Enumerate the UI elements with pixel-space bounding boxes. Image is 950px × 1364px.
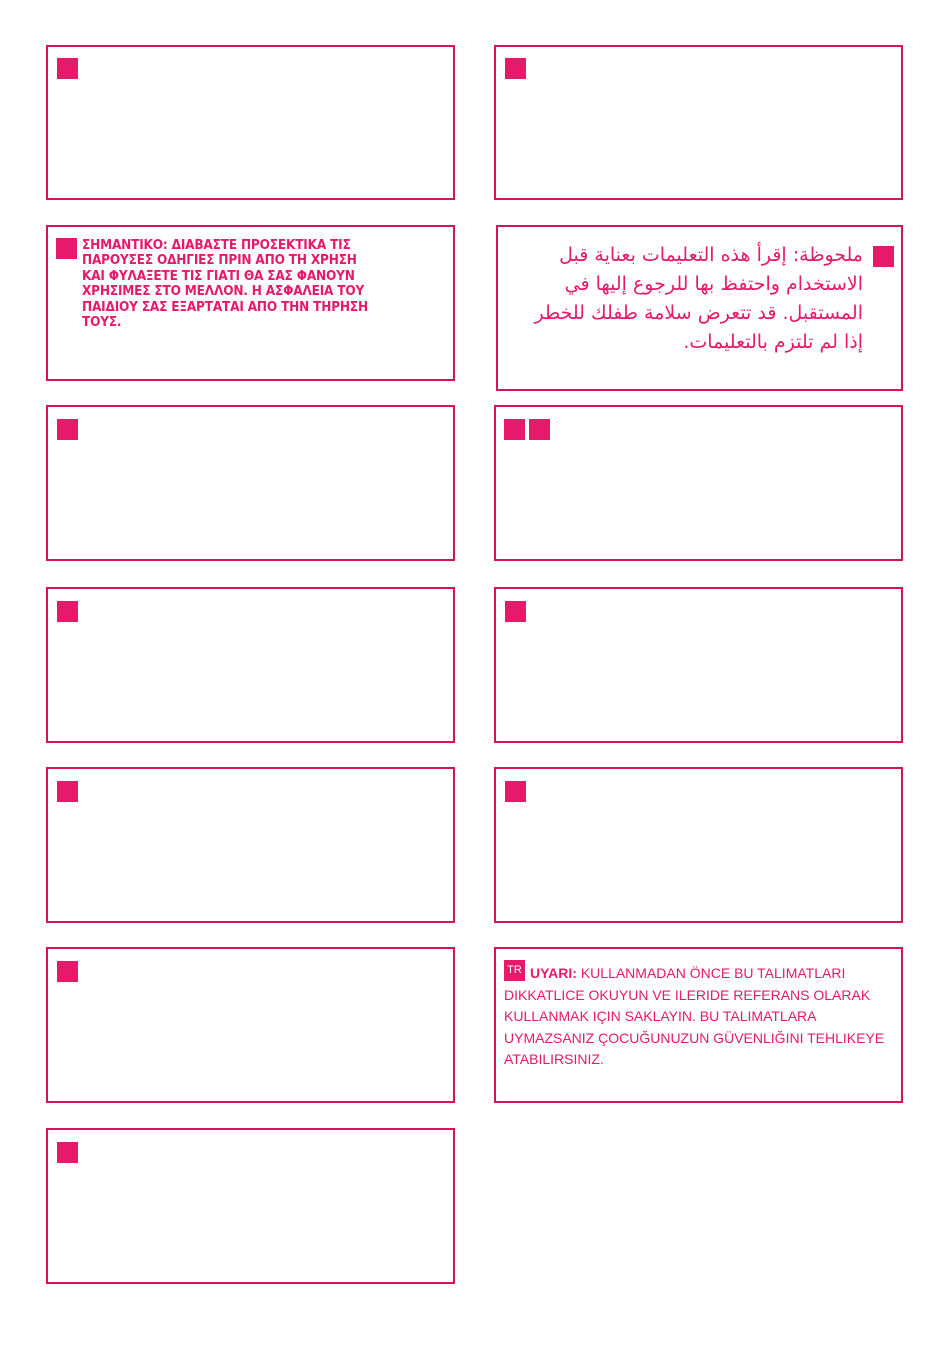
- language-flag-icon: [505, 58, 526, 79]
- language-flag-icon: [57, 601, 78, 622]
- warning-panel-arabic: [496, 225, 903, 391]
- language-flag-icon: [57, 961, 78, 982]
- arabic-warning-text: ملحوظة: إقرأ هذه التعليمات بعناية قبل الاستخدام واحتفظ بها للرجوع إليها في المستقبل. قد تتعرض سلامة طفلك للخطر إذا لم تلتزم بالتعليمات.: [534, 244, 863, 353]
- language-flag-icon: [529, 419, 550, 440]
- warning-panel-greek: [46, 225, 455, 381]
- language-flag-icon: [57, 58, 78, 79]
- language-flag-icon: [505, 601, 526, 622]
- language-flag-icon: [873, 246, 894, 267]
- turkish-warning-text: [504, 963, 899, 1071]
- language-flag-icon: [56, 238, 77, 259]
- language-flag-icon: [504, 419, 525, 440]
- language-flag-icon: [57, 781, 78, 802]
- warning-panel-5: [46, 587, 455, 743]
- warning-panel-9: [46, 947, 455, 1103]
- warning-panel-1: [46, 45, 455, 200]
- language-flag-icon: [57, 1142, 78, 1163]
- turkish-warning-body: KULLANMADAN ÖNCE BU TALIMATLARI DIKKATLICE OKUYUN VE ILERIDE REFERANS OLARAK KULLANMAK IÇIN SAKLAYIN. BU TALIMATLARA UYMAZSANIZ ÇOCUĞUNUZUN GÜVENLIĞINI TEHLIKEYE ATABILIRSINIZ.: [504, 965, 885, 1067]
- warning-panel-10: [46, 1128, 455, 1284]
- tr-flag-icon: TR: [504, 960, 525, 981]
- warning-panel-8: [494, 767, 903, 923]
- turkish-warning-label: UYARI:: [530, 965, 577, 981]
- warning-panel-turkish: [494, 947, 903, 1103]
- warning-panel-3: [46, 405, 455, 561]
- warning-panel-6: [494, 587, 903, 743]
- warning-panel-4: [494, 405, 903, 561]
- greek-warning-text: ΣΗΜΑΝΤΙΚΟ: ΔΙΑΒΑΣΤΕ ΠΡΟΣΕΚΤΙΚΑ ΤΙΣ ΠΑΡΟΥΣΕΣ ΟΔΗΓΙΕΣ ΠΡΙΝ ΑΠΟ ΤΗ ΧΡΗΣΗ ΚΑΙ ΦΥΛΑΞΕΤΕ ΤΙΣ ΓΙΑΤΙ ΘΑ ΣΑΣ ΦΑΝΟΥΝ ΧΡΗΣΙΜΕΣ ΣΤΟ ΜΕΛΛΟΝ. Η ΑΣΦΑΛΕΙΑ ΤΟΥ ΠΑΙΔΙΟΥ ΣΑΣ ΕΞΑΡΤΑΤΑΙ ΑΠΟ ΤΗΝ ΤΗΡΗΣΗ ΤΟΥΣ.: [82, 238, 368, 331]
- warning-panel-2: [494, 45, 903, 200]
- warning-panel-7: [46, 767, 455, 923]
- language-flag-icon: [57, 419, 78, 440]
- language-flag-icon: [505, 781, 526, 802]
